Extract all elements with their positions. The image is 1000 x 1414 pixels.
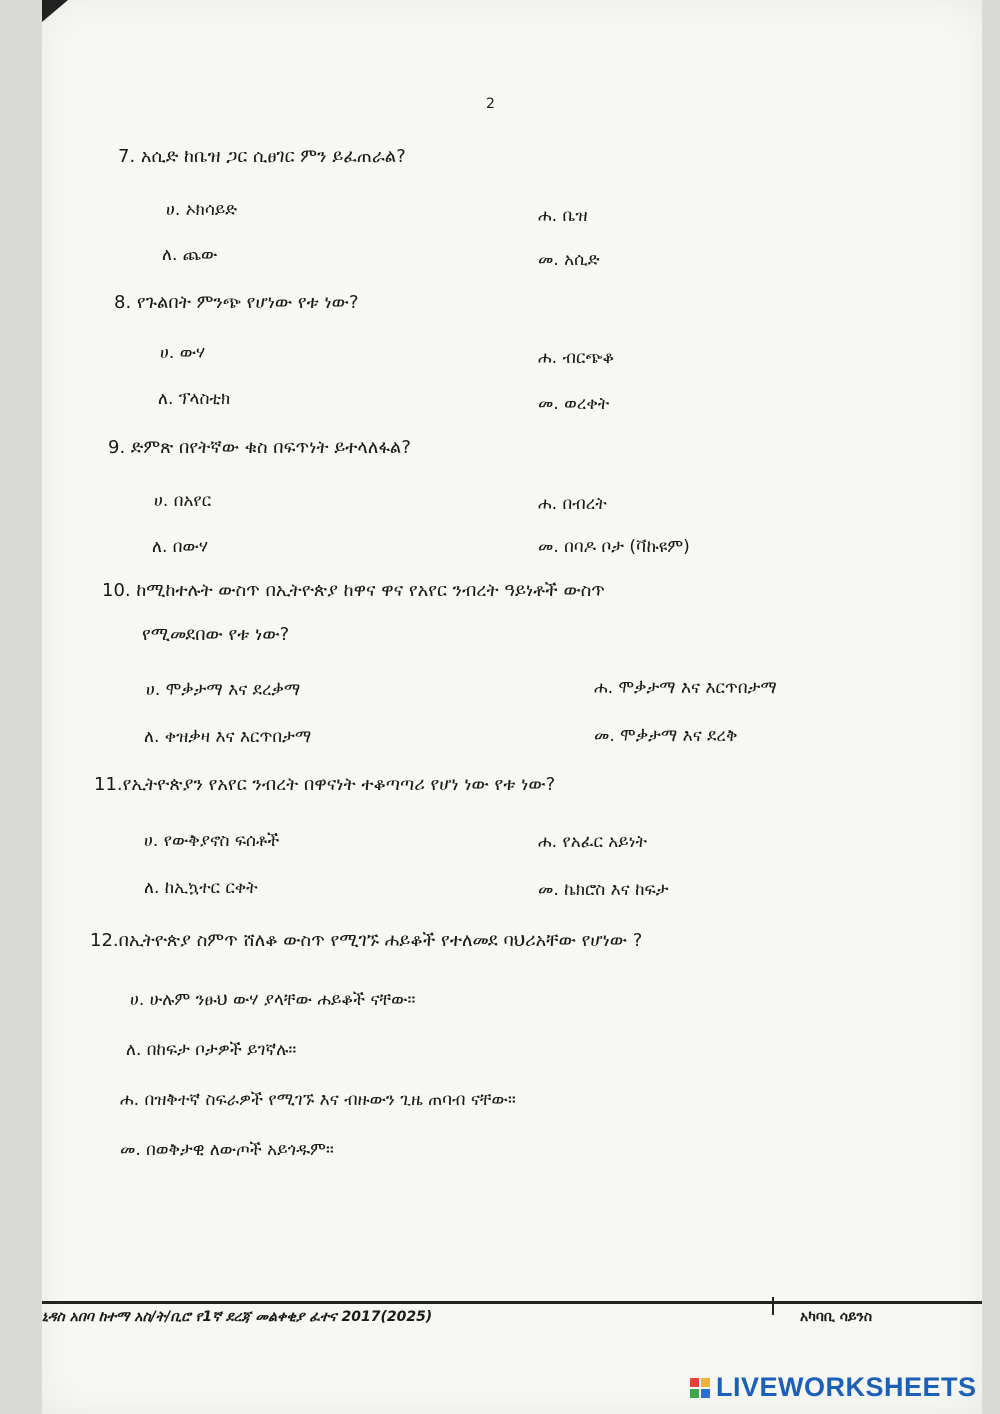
- option-8a[interactable]: ሀ. ውሃ: [160, 343, 206, 363]
- option-12c[interactable]: ሐ. በዝቅተኛ ስፍራዎች የሚገኙ እና ብዙውን ጊዜ ጠባብ ናቸው።: [120, 1090, 516, 1110]
- question-11: 11.የኢትዮጵያን የአየር ንብረት በዋናነት ተቆጣጣሪ የሆነ ነው የቱ ነው?: [94, 774, 556, 795]
- liveworksheets-logo-icon: [690, 1378, 710, 1398]
- option-11d[interactable]: መ. ኬክሮስ እና ከፍታ: [538, 880, 669, 900]
- option-8d[interactable]: መ. ወረቀት: [538, 394, 610, 414]
- liveworksheets-watermark: [690, 1372, 977, 1403]
- option-9a[interactable]: ሀ. በአየር: [154, 491, 212, 511]
- option-11b[interactable]: ለ. ከኢኳተር ርቀት: [144, 878, 258, 898]
- option-11a[interactable]: ሀ. የውቅያኖስ ፍሰቶች: [144, 831, 280, 851]
- option-10d[interactable]: መ. ሞቃታማ እና ደረቅ: [594, 726, 738, 746]
- question-10-continued: የሚመደበው የቱ ነው?: [142, 624, 290, 645]
- footer-subject: አካባቢ ሳይንስ: [800, 1309, 873, 1325]
- option-12b[interactable]: ለ. በከፍታ ቦታዎች ይገኛሉ።: [126, 1040, 297, 1060]
- option-7a[interactable]: ሀ. ኦክሳይድ: [166, 200, 238, 220]
- question-7: 7. አሲድ ከቤዝ ጋር ሲፀገር ምን ይፈጠራል?: [118, 146, 406, 167]
- option-12a[interactable]: ሀ. ሁሉም ንፁህ ውሃ ያላቸው ሐይቆች ናቸው።: [130, 990, 416, 1010]
- footer-rule: [42, 1301, 982, 1304]
- option-9b[interactable]: ለ. በውሃ: [152, 537, 208, 557]
- question-9: 9. ድምጽ በየትኛው ቁስ በፍጥነት ይተላለፋል?: [108, 437, 411, 458]
- option-8b[interactable]: ለ. ፕላስቲክ: [158, 389, 231, 409]
- watermark-text: LIVEWORKSHEETS: [716, 1372, 977, 1402]
- scan-corner-mark: [42, 0, 68, 22]
- page-number: 2: [486, 96, 495, 112]
- option-7c[interactable]: ሐ. ቤዝ: [538, 206, 588, 226]
- question-10: 10. ከሚከተሉት ውስጥ በኢትዮጵያ ከዋና ዋና የአየር ንብረት ዓይነቶች ውስጥ: [102, 580, 605, 601]
- question-8: 8. የጉልበት ምንጭ የሆነው የቱ ነው?: [114, 292, 359, 313]
- footer-exam-title: ኒዳስ አበባ ከተማ አስ/ት/ቢሮ የ1ኛ ደረጃ መልቀቂያ ፈተና 2017(2025): [42, 1309, 433, 1325]
- option-10c[interactable]: ሐ. ሞቃታማ እና እርጥበታማ: [594, 678, 777, 698]
- option-10b[interactable]: ለ. ቀዝቃዛ እና እርጥበታማ: [144, 727, 312, 747]
- option-10a[interactable]: ሀ. ሞቃታማ እና ደረቃማ: [146, 680, 301, 700]
- option-12d[interactable]: መ. በወቅታዊ ለውጦች አይጎዱም።: [120, 1140, 334, 1160]
- option-11c[interactable]: ሐ. የአፈር አይነት: [538, 832, 647, 852]
- option-9d[interactable]: መ. በባዶ ቦታ (ቫኩዩም): [538, 537, 690, 557]
- option-8c[interactable]: ሐ. ብርጭቆ: [538, 348, 615, 368]
- option-7b[interactable]: ለ. ጨው: [162, 245, 218, 265]
- option-7d[interactable]: መ. አሲድ: [538, 250, 600, 270]
- option-9c[interactable]: ሐ. በብረት: [538, 494, 607, 514]
- footer-divider: [772, 1297, 774, 1315]
- question-12: 12.በኢትዮጵያ ስምጥ ሸለቆ ውስጥ የሚገኙ ሐይቆች የተለመደ ባህሪአቸው የሆነው ?: [90, 930, 643, 951]
